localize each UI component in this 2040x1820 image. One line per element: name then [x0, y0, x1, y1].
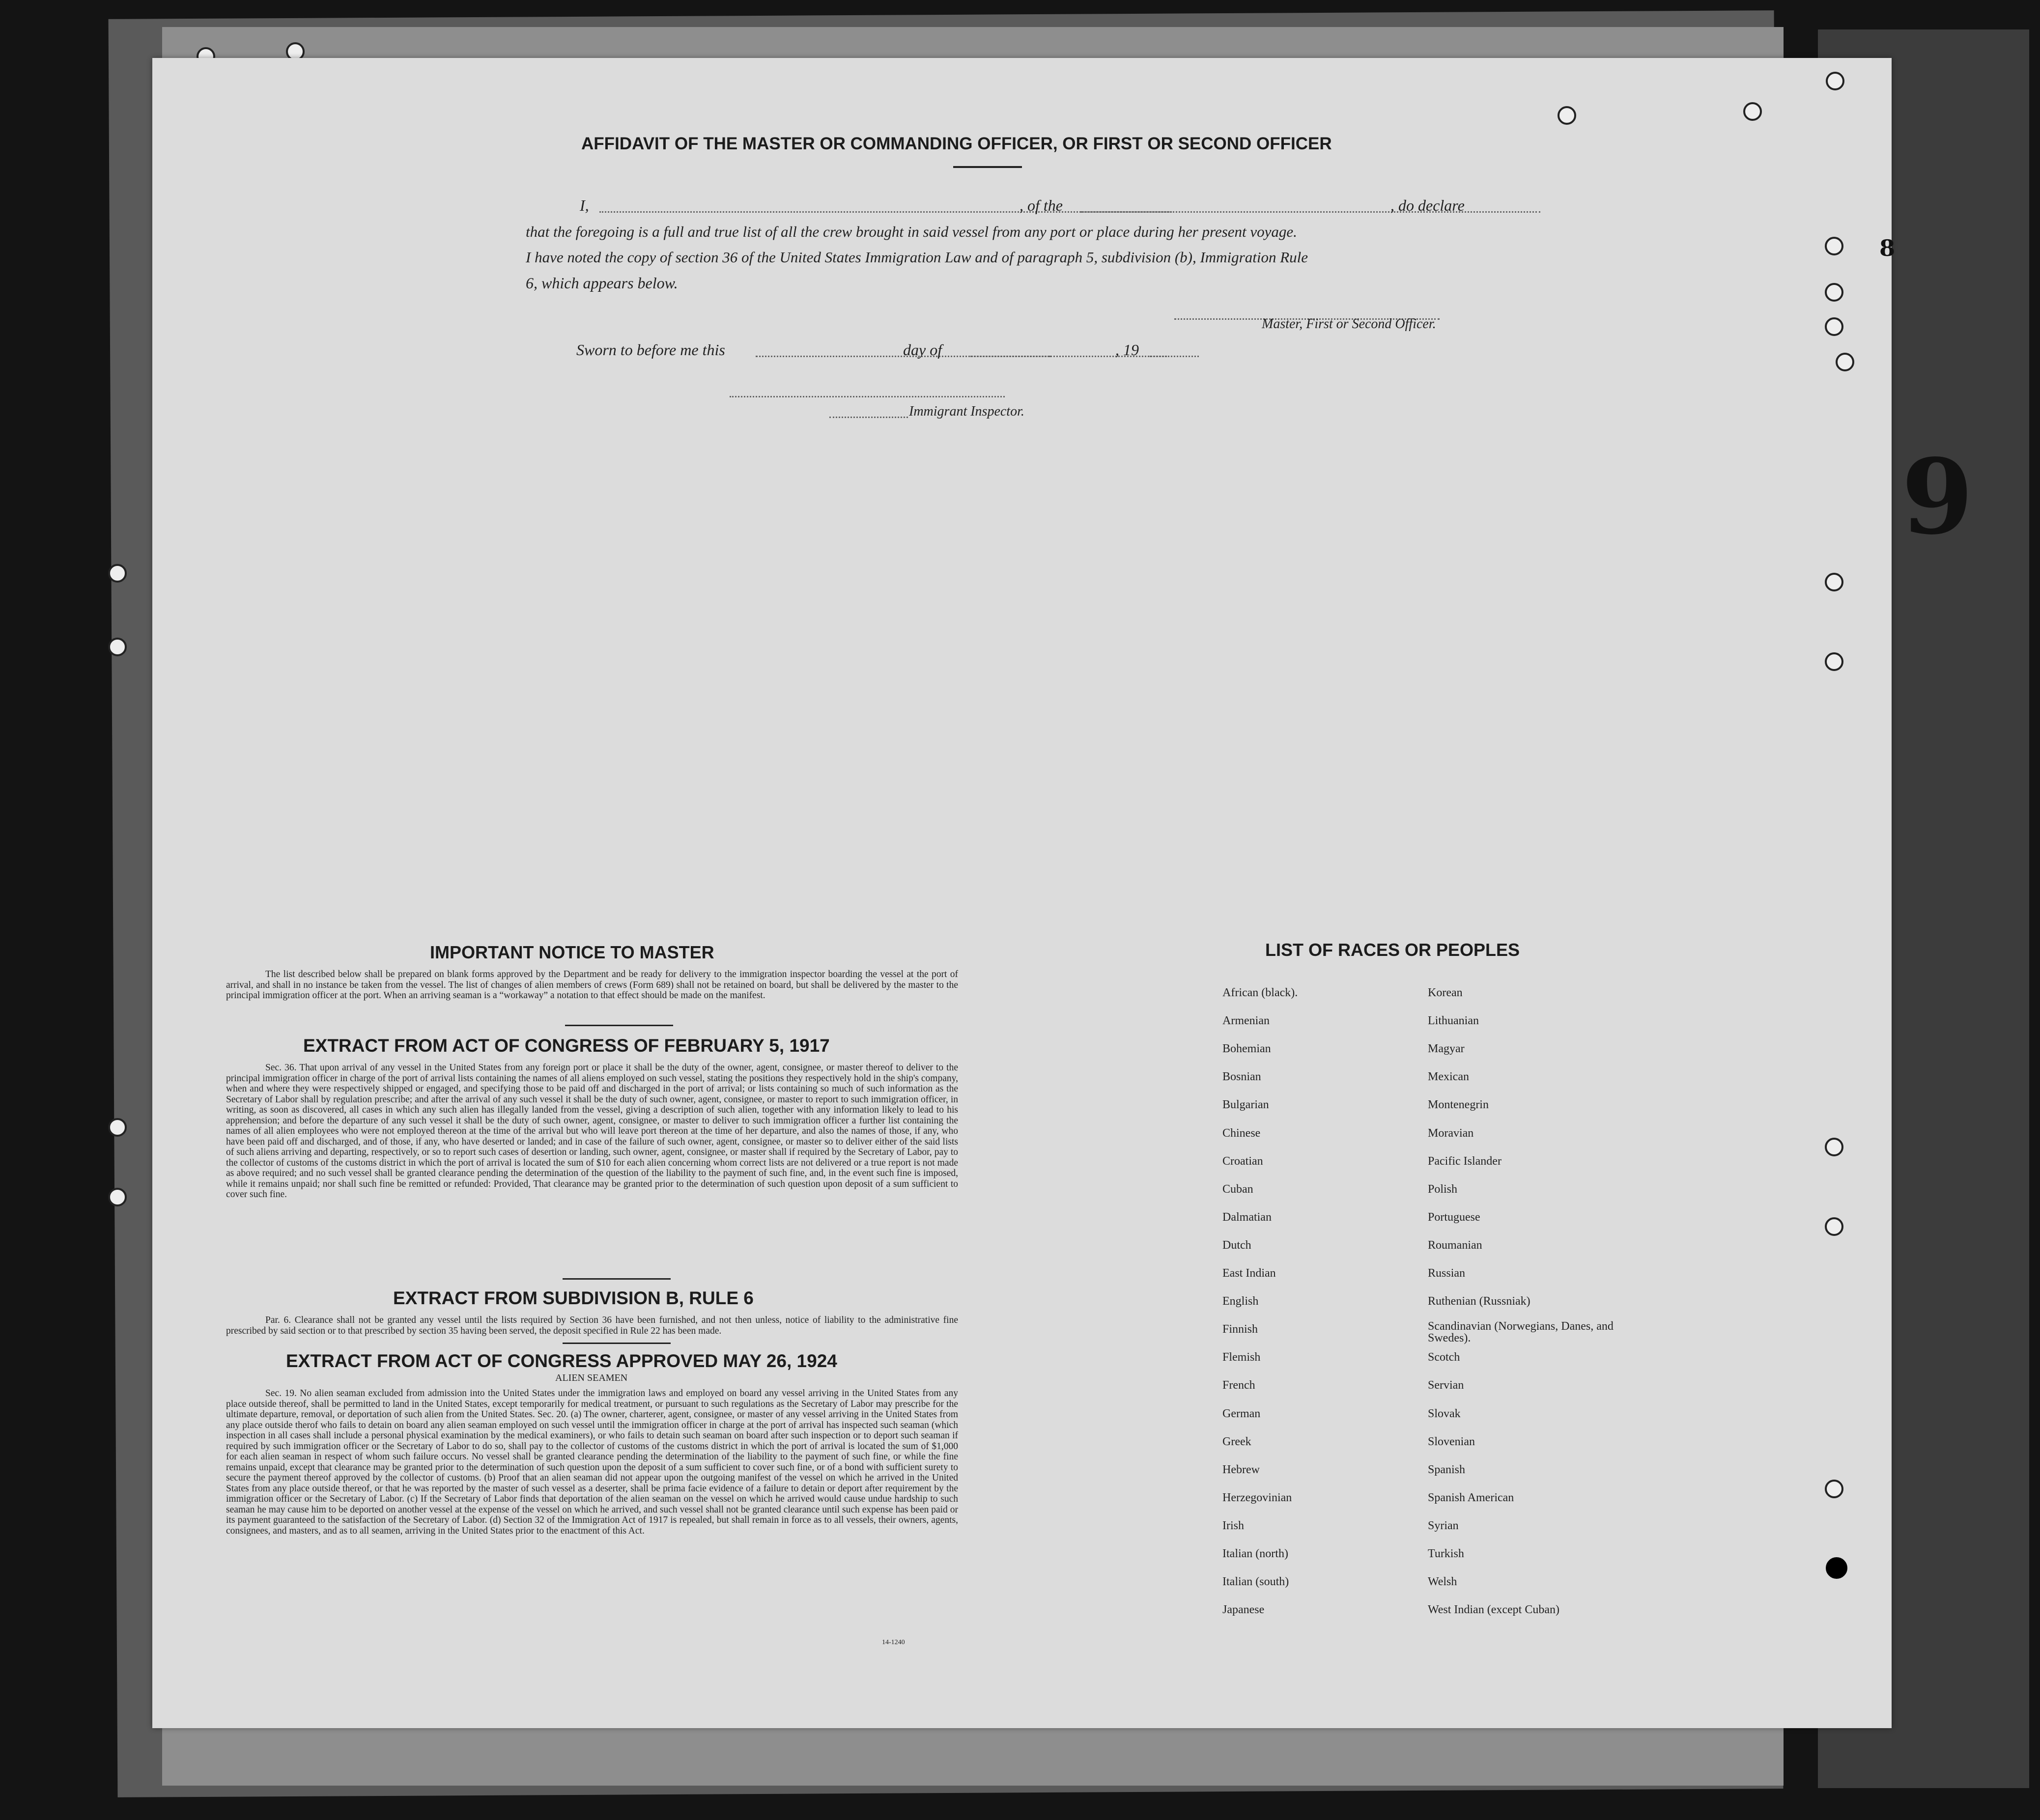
punch-hole — [1825, 283, 1843, 302]
race-item: Dutch — [1222, 1238, 1251, 1252]
affidavit-line4: 6, which appears below. — [526, 274, 678, 292]
race-item: Flemish — [1222, 1351, 1261, 1364]
race-item: Polish — [1428, 1182, 1458, 1196]
race-item: Finnish — [1222, 1323, 1258, 1336]
race-item: Hebrew — [1222, 1463, 1260, 1476]
punch-hole — [1826, 72, 1844, 90]
race-item: Portuguese — [1428, 1210, 1480, 1224]
race-item: Chinese — [1222, 1126, 1261, 1140]
inspector-dots — [829, 417, 908, 418]
race-item: Bosnian — [1222, 1070, 1261, 1084]
punch-hole — [1825, 317, 1843, 336]
race-item: Korean — [1428, 986, 1463, 999]
race-item: Spanish — [1428, 1463, 1466, 1476]
subdivision-text: Par. 6. Clearance shall not be granted any vessel until the lists required by Section 36 have been furnished, and not then unless, notice of liability to the administrative fine prescribed by said section or to that prescribed by section 35 having been served, the deposit specified in Rule 22 has been made. — [226, 1315, 958, 1336]
race-item: Cuban — [1222, 1182, 1253, 1196]
extract-1924-title: EXTRACT FROM ACT OF CONGRESS APPROVED MAY 26, 1924 — [286, 1351, 837, 1371]
race-item: English — [1222, 1295, 1259, 1308]
race-item: Welsh — [1428, 1575, 1457, 1589]
race-item: Turkish — [1428, 1547, 1464, 1560]
affidavit-line1-end: , do declare — [1390, 196, 1465, 214]
subdivision-title: EXTRACT FROM SUBDIVISION B, RULE 6 — [393, 1288, 754, 1308]
section-rule — [563, 1343, 671, 1344]
punch-hole — [1825, 573, 1843, 591]
punch-hole — [1836, 353, 1854, 371]
form-number: 14-1240 — [882, 1639, 905, 1646]
race-item: Servian — [1428, 1379, 1464, 1392]
race-item: Bulgarian — [1222, 1098, 1269, 1112]
affidavit-line1-start: I, — [580, 196, 589, 214]
race-item: Slovenian — [1428, 1435, 1475, 1448]
race-item: Mexican — [1428, 1070, 1469, 1084]
race-item: Herzegovinian — [1222, 1491, 1292, 1504]
sworn-day-label: day of — [903, 341, 942, 359]
race-item: Croatian — [1222, 1154, 1263, 1168]
race-item: West Indian (except Cuban) — [1428, 1603, 1559, 1617]
race-item: Italian (north) — [1222, 1547, 1288, 1560]
extract-1924-text: Sec. 19. No alien seaman excluded from admission into the United States under the immigration laws and employed on board any vessel arriving in the United States from any place outside thereof, shall be permitted to land in the United States, except temporarily for medical treatment, or pursuant to such regulations as the Secretary of Labor may prescribe for the ultimate departure, removal, or deportation of such alien from the United States. Sec. 20. (a) The owner, charterer, agent, consignee, or master of any vessel arriving in the United States from any place outside therof who fails to detain on board any alien seaman employed on such vessel until the immigration officer in charge at the port of arrival has inspected such seaman (which inspection in all cases shall include a personal physical examination by the medical examiners), or who fails to detain such seaman on board after such inspection or to deport such seaman if required by such immigration officer or the Secretary of Labor to do so, shall pay to the collector of customs of the customs district in which the port of arrival is located the sum of $1,000 for each alien seaman in respect of whom such failure occurs. No vessel shall be granted clearance pending the determination of the liability to the payment of such fine, or while the fine remains unpaid, except that clearance may be granted prior to the determination of such question upon the deposit of a sum sufficient to cover such fine, or of a bond with sufficient surety to secure the payment thereof approved by the collector of customs. (b) Proof that an alien seaman did not appear upon the outgoing manifest of the vessel on which he arrived in the United States from any place outside thereof, or that he was reported by the master of such vessel as a deserter, shall be prima facie evidence of a failure to detain or deport after requirement by the immigration officer or the Secretary of Labor. (c) If the Secretary of Labor finds that deportation of the alien seaman on the vessel on which he arrived would cause undue hardship to such seaman he may cause him to be deported on another vessel at the expense of the vessel on which he arrived, and such vessel shall not be granted clearance until such expense has been paid or its payment guaranteed to the satisfaction of the Secretary of Labor. (d) Section 32 of the Immigration Act of 1917 is repealed, but shall remain in force as to all vessels, their owners, agents, consignees, and masters, and as to all seamen, arriving in the United States prior to the enactment of this Act. — [226, 1388, 958, 1536]
title-rule — [953, 166, 1022, 168]
race-item: Lithuanian — [1428, 1014, 1479, 1028]
race-item: Pacific Islander — [1428, 1154, 1502, 1168]
punch-hole — [1825, 237, 1843, 255]
page-number-mark: 9 — [1901, 436, 1974, 558]
race-item: Italian (south) — [1222, 1575, 1289, 1589]
race-item: French — [1222, 1379, 1255, 1392]
notice-title: IMPORTANT NOTICE TO MASTER — [430, 942, 714, 962]
race-item: Syrian — [1428, 1519, 1459, 1532]
race-item: Roumanian — [1428, 1238, 1482, 1252]
race-item: Bohemian — [1222, 1042, 1271, 1056]
section-rule — [563, 1278, 671, 1280]
punch-hole — [1825, 1138, 1843, 1156]
race-item: Japanese — [1222, 1603, 1265, 1617]
punch-hole — [1825, 652, 1843, 671]
affidavit-line1-mid: , of the — [1020, 196, 1063, 214]
sworn-year-blank — [1150, 356, 1199, 357]
race-item: Spanish American — [1428, 1491, 1514, 1504]
inspector-label: Immigrant Inspector. — [909, 404, 1024, 419]
alien-seamen-subtitle: ALIEN SEAMEN — [555, 1372, 628, 1383]
extract-1917-text: Sec. 36. That upon arrival of any vessel in the United States from any foreign port or place it shall be the duty of the owner, agent, consignee, or master thereof to deliver to the principal immigration officer in charge of the port of arrival lists containing the names of all aliens employed on such vessel, stating the positions they respectively hold in the ship's company, when and where they were respectively shipped or engaged, and specifying those to be paid off and discharged in the port of arrival; or lists containing so much of such information as the Secretary of Labor shall by regulation prescribe; and after the arrival of any such vessel it shall be the duty of such owner, agent, consignee, or master to report to such immigration officer, in writing, as soon as discovered, all cases in which any such alien has illegally landed from the vessel, giving a description of such alien, together with any information likely to lead to his apprehension; and before the departure of any such vessel it shall be the duty of such owner, agent, consignee, or master to deliver to such immigration officer a further list containing the names of all alien employees who were not employed thereon at the time of the arrival but who will leave port thereon at the time of her departure, and also the names of those, if any, who have been paid off and discharged, and of those, if any, who have deserted or landed; and in case of the failure of such owner, agent, consignee, or master so to deliver either of the said lists of such aliens arriving and departing, respectively, or so to report such cases of desertion or landing, such owner, agent, consignee, or master shall if required by the Secretary of Labor, pay to the collector of customs of the customs district in which the port of arrival is located the sum of $10 for each alien concerning whom correct lists are not delivered or a true report is not made as above required; and no such vessel shall be granted clearance pending the determination of the question of the liability to the payment of such fine, and, in the event such fine is imposed, while it remains unpaid; nor shall such fine be remitted or refunded: Provided, That clearance may be granted prior to the determination of such question upon deposit of a sum sufficient to cover such fine. — [226, 1063, 958, 1200]
edge-mark: 8 — [1879, 235, 1896, 261]
section-rule — [565, 1025, 673, 1026]
race-item: Ruthenian (Russniak) — [1428, 1295, 1530, 1308]
punch-hole — [108, 1118, 127, 1137]
punch-hole — [108, 1188, 127, 1206]
race-item: Dalmatian — [1222, 1210, 1272, 1224]
race-item: Magyar — [1428, 1042, 1465, 1056]
race-item: Moravian — [1428, 1126, 1474, 1140]
races-title: LIST OF RACES OR PEOPLES — [1265, 940, 1520, 960]
race-item: Armenian — [1222, 1014, 1270, 1028]
sworn-text: Sworn to before me this — [576, 341, 725, 359]
affidavit-line2: that the foregoing is a full and true list of all the crew brought in said vessel from any port or place during her present voyage. — [526, 223, 1297, 240]
form-sheet — [152, 58, 1974, 1728]
race-item: Slovak — [1428, 1407, 1461, 1420]
punch-hole — [108, 564, 127, 583]
race-item: Russian — [1428, 1267, 1466, 1280]
punch-hole — [1826, 1557, 1847, 1579]
notice-text: The list described below shall be prepared on blank forms approved by the Department and be ready for delivery to the immigration inspector boarding the vessel at the port of arrival, and shall in no instance be taken from the vessel. The list of changes of alien members of crews (Form 689) shall not be retained on board, but shall be delivered by the master to the principal immigration officer at the port. When an arriving seaman is a “workaway” a notation to that effect should be made on the manifest. — [226, 969, 958, 1001]
vessel-blank — [1081, 211, 1540, 213]
affidavit-title: AFFIDAVIT OF THE MASTER OR COMMANDING OFFICER, OR FIRST OR SECOND OFFICER — [581, 134, 1332, 153]
punch-hole — [1558, 106, 1576, 125]
race-item: Irish — [1222, 1519, 1244, 1532]
race-item: African (black). — [1222, 986, 1298, 999]
inspector-signature-blank — [730, 396, 1005, 397]
punch-hole — [1743, 102, 1762, 121]
punch-hole — [108, 638, 127, 656]
race-item: Greek — [1222, 1435, 1251, 1448]
punch-hole — [1825, 1480, 1843, 1498]
extract-1917-title: EXTRACT FROM ACT OF CONGRESS OF FEBRUARY 5, 1917 — [303, 1036, 830, 1056]
affidavit-line3: I have noted the copy of section 36 of the United States Immigration Law and of paragraph 5, subdivision (b), Immigration Rule — [526, 249, 1308, 266]
race-item: Scotch — [1428, 1351, 1460, 1364]
punch-hole — [1825, 1217, 1843, 1236]
race-item: Montenegrin — [1428, 1098, 1489, 1112]
race-item: East Indian — [1222, 1267, 1276, 1280]
race-item: Scandinavian (Norwegians, Danes, and Swedes). — [1428, 1320, 1614, 1345]
sworn-year-label: , 19 — [1115, 341, 1139, 359]
race-item: German — [1222, 1407, 1261, 1420]
master-label: Master, First or Second Officer. — [1262, 316, 1436, 332]
